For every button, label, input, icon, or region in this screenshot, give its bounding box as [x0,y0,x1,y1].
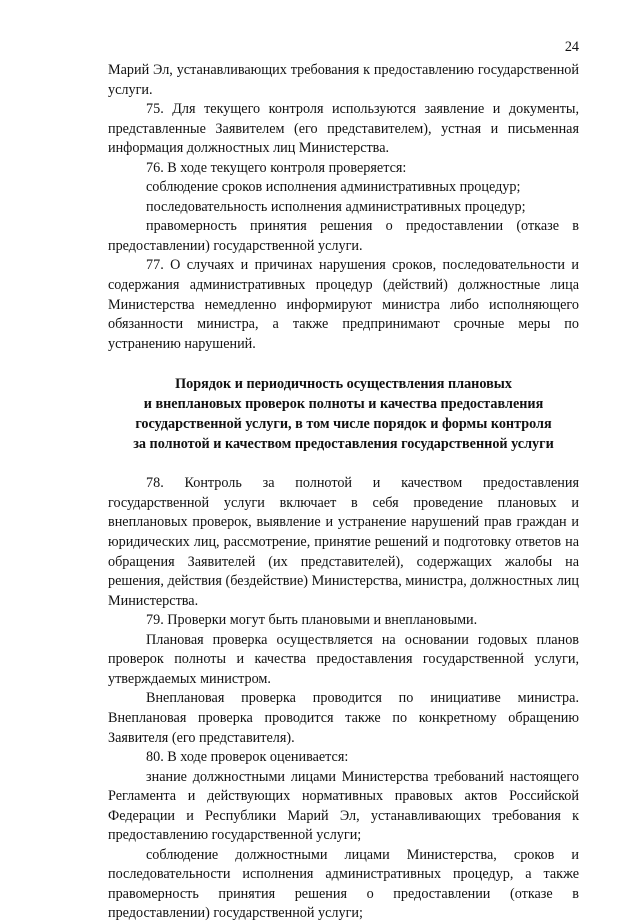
list-item-compliance: соблюдение должностными лицами Министерства, сроков и последовательности исполнения административных процедур, а также правомерность принятия решения о предоставлении (отказе в предоставлении) государственной услуги; [108,846,579,922]
paragraph-77: 77. О случаях и причинах нарушения сроков, последовательности и содержания административных процедур (действий) должностные лица Министерства немедленно информируют министра либо исполняющего обязанности министра, а также предпринимают срочные меры по устранению нарушений. [108,257,579,352]
section-heading [108,375,579,454]
paragraph-76: 76. В ходе текущего контроля проверяется: [146,159,407,176]
list-item-knowledge: знание должностными лицами Министерства требований настоящего Регламента и действующих нормативных правовых актов Российской Федерации и Республики Марий Эл, устанавливающих требования к предоставлению государственной услуги; [108,768,579,844]
paragraph-planned-check: Плановая проверка осуществляется на основании годовых планов проверок полноты и качества предоставления государственной услуги, утверждаемых министром. [108,631,579,687]
paragraph-unplanned-check: Внеплановая проверка проводится по инициативе министра. Внеплановая проверка проводится также по конкретному обращению Заявителя (его представителя). [108,690,579,746]
document-page [108,38,579,924]
paragraph-75: 75. Для текущего контроля используются заявление и документы, представленные Заявителем (его представителем), устная и письменная информация должностных лиц Министерства. [108,101,579,157]
heading-line: государственной услуги, в том числе порядок и формы контроля [135,415,552,432]
list-item-sequence: последовательность исполнения административных процедур; [146,198,526,215]
list-item-deadlines: соблюдение сроков исполнения административных процедур; [146,179,521,196]
page-number: 24 [564,39,579,55]
paragraph-continuation: Марий Эл, устанавливающих требования к предоставлению государственной услуги. [108,62,579,98]
heading-line: Порядок и периодичность осуществления плановых [175,376,512,393]
heading-line: за полнотой и качеством предоставления государственной услуги [133,435,554,452]
list-item-lawfulness: правомерность принятия решения о предоставлении (отказе в предоставлении) государственной услуги. [108,218,579,254]
paragraph-78: 78. Контроль за полнотой и качеством предоставления государственной услуги включает в себя проведение плановых и внеплановых проверок, выявление и устранение нарушений прав граждан и юридических лиц, рассмотрение, принятие решений и подготовку ответов на обращения Заявителей (их представителей), содержащих жалобы на решения, действия (бездействие) Министерства, министра, должностных лиц Министерства. [108,475,579,609]
paragraph-80: 80. В ходе проверок оценивается: [146,749,349,766]
paragraph-79: 79. Проверки могут быть плановыми и внеплановыми. [146,612,478,629]
heading-line: и внеплановых проверок полноты и качества предоставления [143,396,544,412]
